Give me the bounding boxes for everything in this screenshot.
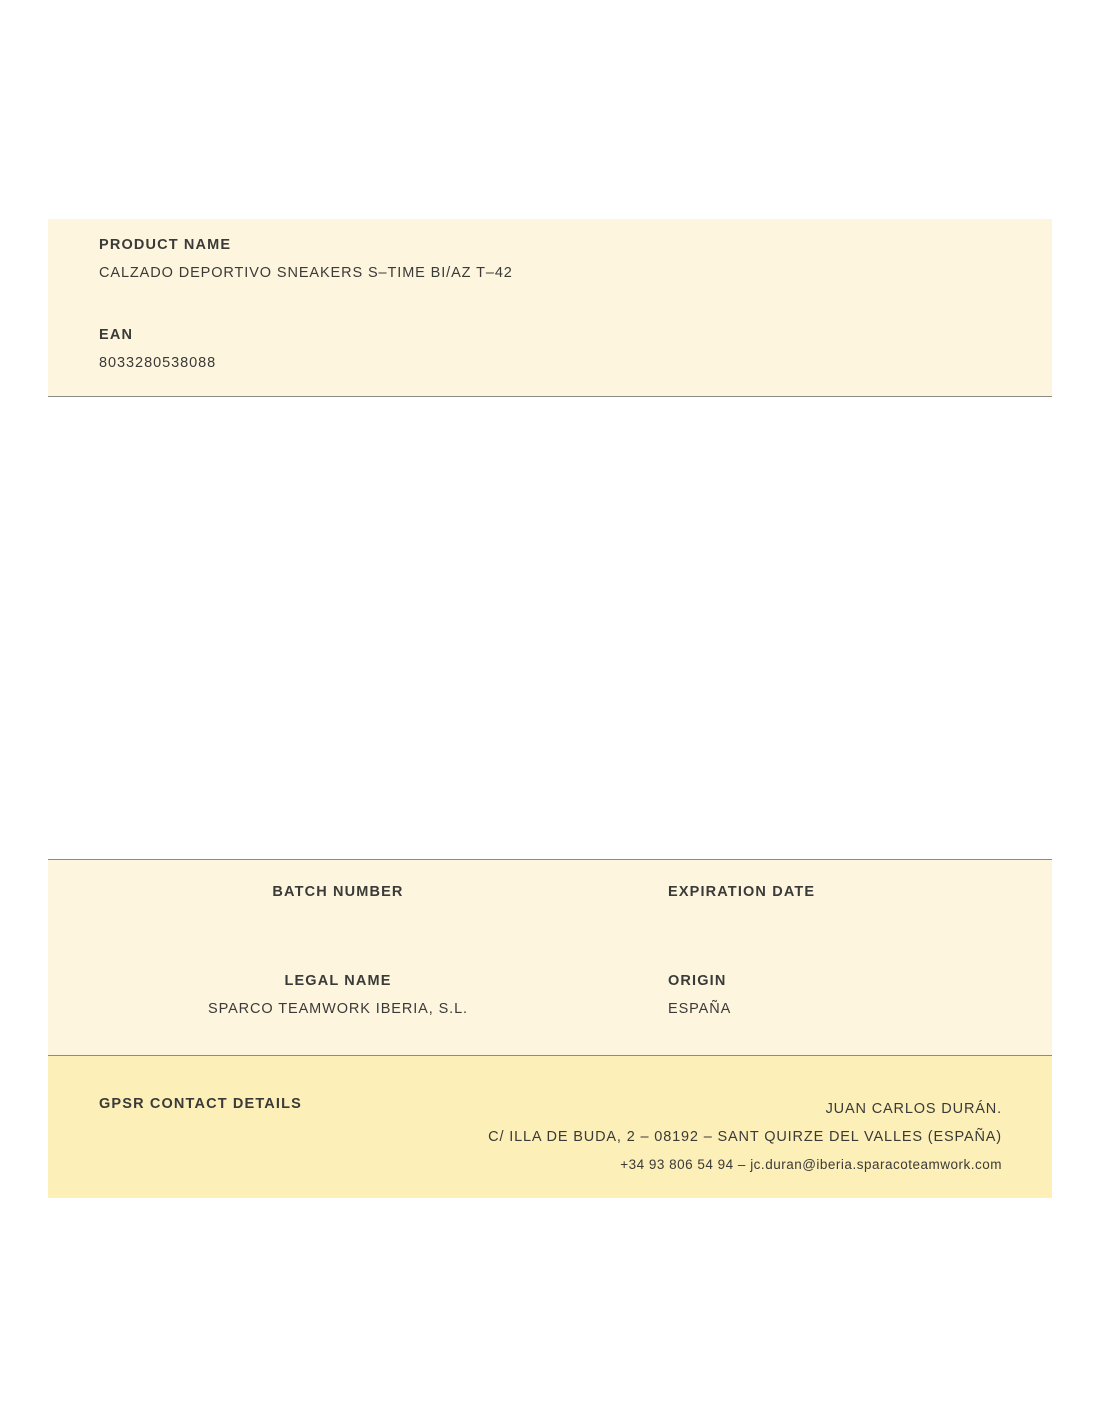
gpsr-contact-panel — [48, 1056, 1052, 1198]
product-details-panel — [48, 859, 1052, 1056]
batch-number-value — [168, 912, 508, 929]
ean-label: EAN — [99, 327, 134, 343]
legal-name-value: SPARCO TEAMWORK IBERIA, S.L. — [208, 1001, 468, 1017]
product-name-value: CALZADO DEPORTIVO SNEAKERS S–TIME BI/AZ T–42 — [99, 265, 513, 281]
origin-field — [668, 973, 1008, 1018]
gpsr-contact-phone-email: +34 93 806 54 94 – jc.duran@iberia.sparacoteamwork.com — [620, 1157, 1002, 1172]
legal-name-field — [168, 973, 508, 1018]
ean-value: 8033280538088 — [99, 355, 217, 371]
ean-field — [99, 327, 216, 371]
expiration-date-label: EXPIRATION DATE — [668, 884, 816, 900]
batch-number-field — [168, 884, 508, 929]
gpsr-contact-label: GPSR CONTACT DETAILS — [99, 1096, 302, 1112]
blank-content-region — [48, 397, 1052, 859]
origin-value: ESPAÑA — [668, 1001, 732, 1017]
legal-name-label: LEGAL NAME — [284, 973, 392, 989]
expiration-date-value — [668, 912, 1008, 929]
gpsr-contact-lines — [488, 1095, 1002, 1179]
product-name-field — [99, 237, 513, 281]
product-info-panel — [48, 219, 1052, 397]
product-name-label: PRODUCT NAME — [99, 237, 232, 253]
gpsr-contact-address: C/ ILLA DE BUDA, 2 – 08192 – SANT QUIRZE DEL VALLES (ESPAÑA) — [488, 1129, 1002, 1145]
gpsr-contact-person: JUAN CARLOS DURÁN. — [825, 1101, 1002, 1117]
batch-number-label: BATCH NUMBER — [272, 884, 404, 900]
origin-label: ORIGIN — [668, 973, 727, 989]
expiration-date-field — [668, 884, 1008, 929]
